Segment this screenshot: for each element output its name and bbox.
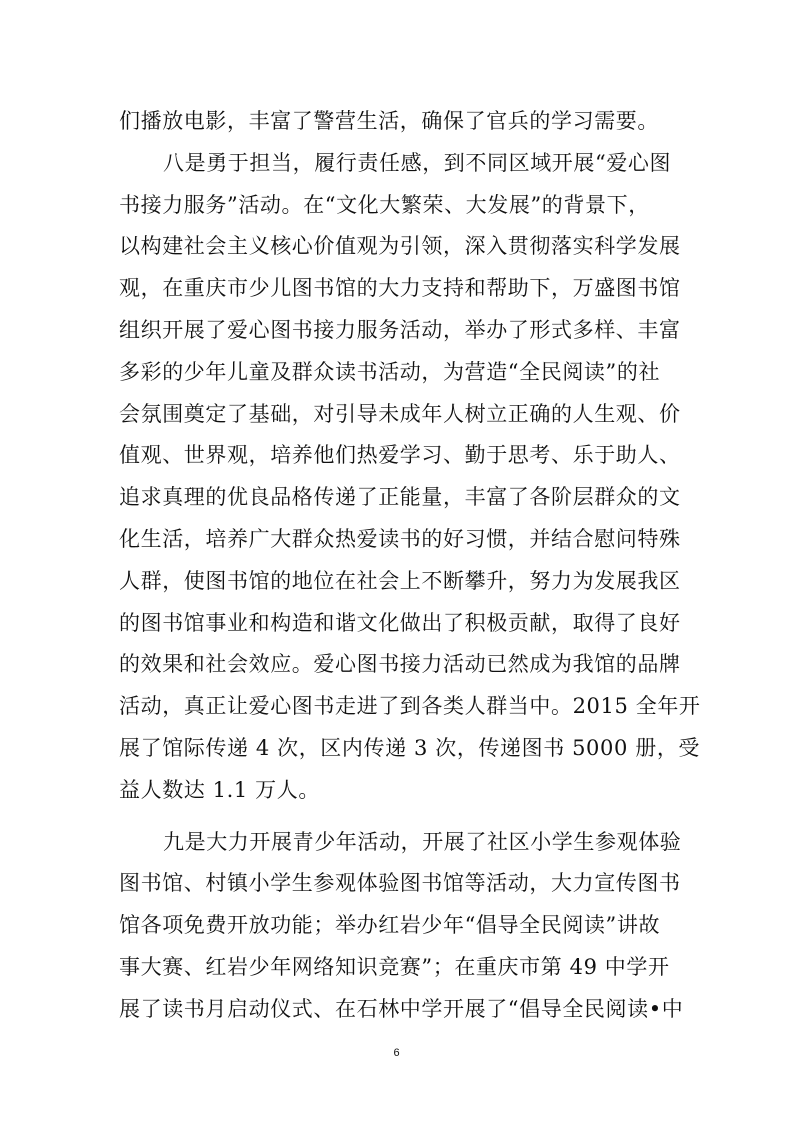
text-line: 展了馆际传递 4 次，区内传递 3 次，传递图书 5000 册，受: [119, 735, 701, 760]
text-line: 追求真理的优良品格传递了正能量，丰富了各阶层群众的文: [119, 485, 681, 510]
text-line: 值观、世界观，培养他们热爱学习、勤于思考、乐于助人、: [119, 443, 681, 468]
document-body: [119, 101, 701, 1031]
text-line: 们播放电影，丰富了警营生活，确保了官兵的学习需要。: [119, 109, 659, 133]
paragraph-continuation: [119, 101, 679, 143]
paragraph-spacer: [119, 812, 679, 822]
text-line: 的图书馆事业和构造和谐文化做出了积极贡献，取得了良好: [119, 610, 681, 635]
text-line: 展了读书月启动仪式、在石林中学开展了“倡导全民阅读•中: [119, 996, 684, 1021]
text-line: 化生活，培养广大群众热爱读书的好习惯，并结合慰问特殊: [119, 526, 681, 551]
page-number: 6: [393, 1047, 400, 1059]
text-line: 活动，真正让爱心图书走进了到各类人群当中。2015 全年开: [119, 694, 701, 719]
text-line: 组织开展了爱心图书接力服务活动，举办了形式多样、丰富: [119, 317, 681, 342]
text-line: 以构建社会主义核心价值观为引领，深入贯彻落实科学发展: [119, 234, 681, 259]
text-line: 馆各项免费开放功能；举办红岩少年“倡导全民阅读”讲故: [119, 913, 661, 938]
text-line: 人群，使图书馆的地位在社会上不断攀升，努力为发展我区: [119, 568, 681, 593]
text-line: 九是大力开展青少年活动，开展了社区小学生参观体验: [163, 829, 682, 854]
text-line: 观，在重庆市少儿图书馆的大力支持和帮助下，万盛图书馆: [119, 276, 681, 301]
text-line: 益人数达 1.1 万人。: [119, 777, 320, 802]
text-line: 的效果和社会效应。爱心图书接力活动已然成为我馆的品牌: [119, 652, 681, 677]
text-line: 事大赛、红岩少年网络知识竞赛”；在重庆市第 49 中学开: [119, 954, 670, 979]
text-line: 书接力服务”活动。在“文化大繁荣、大发展”的背景下，: [119, 192, 650, 217]
paragraph-eight: [119, 143, 701, 812]
text-line: 图书馆、村镇小学生参观体验图书馆等活动，大力宣传图书: [119, 871, 681, 896]
text-line: 多彩的少年儿童及群众读书活动，为营造“全民阅读”的社: [119, 359, 661, 384]
text-line: 会氛围奠定了基础，对引导未成年人树立正确的人生观、价: [119, 401, 681, 426]
text-line: 八是勇于担当，履行责任感，到不同区域开展“爱心图: [163, 150, 672, 175]
paragraph-nine: [119, 822, 684, 1031]
